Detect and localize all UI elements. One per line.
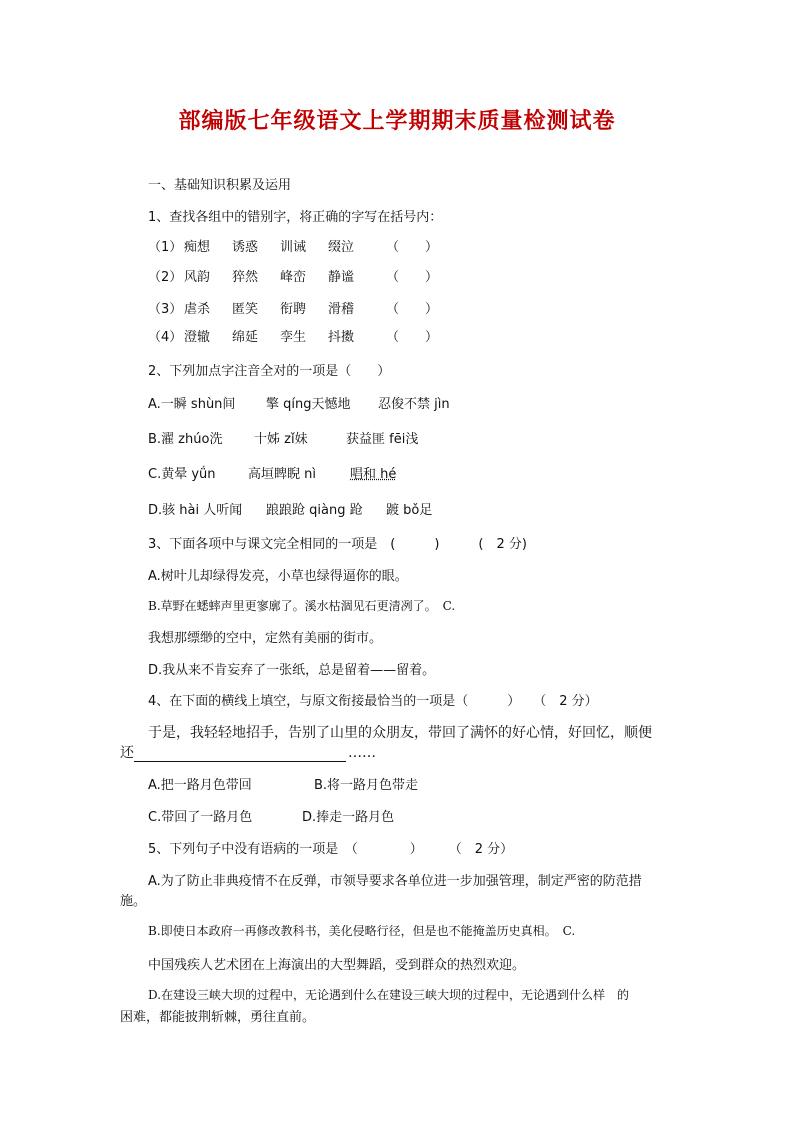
option-d-item: D.骇 hài 人听闻 [148,503,243,518]
answer-parentheses[interactable]: （ ） [386,330,439,345]
word: 诱惑 [232,240,259,255]
word: 绵延 [232,330,259,345]
option-a-item: 忍俊不禁 jìn [378,397,450,412]
word: 训诫 [280,240,307,255]
option-c-item: C.黄晕 yǘn [148,467,216,482]
question-3-option-d: D.我从来不肯妄弃了一张纸，总是留着——留着。 [148,663,436,678]
word: 虐杀 [184,302,211,317]
word: 痴想 [184,240,211,255]
answer-parentheses[interactable]: （ ） [386,240,439,255]
question-4-passage: 于是，我轻轻地招手，告别了山里的众朋友，带回了满怀的好心情，好回忆，顺便 [148,725,652,741]
word: 猝然 [232,270,259,285]
option-b-item: 十姊 zǐ妹 [254,432,308,447]
question-5-option-a: A.为了防止非典疫情不在反弹，市领导要求各单位进一步加强管理，制定严密的防范措 [148,874,642,889]
row-number: （2） [148,270,183,285]
passage-ellipsis: …… [348,745,376,761]
word: 孪生 [280,330,307,345]
question-5-option-d-cont: 困难，都能披荆斩棘，勇往直前。 [120,1010,316,1025]
question-4-option-b: B.将一路月色带走 [314,778,419,793]
section-heading: 一、基础知识积累及运用 [148,178,292,193]
passage-prefix: 还 [120,745,134,761]
question-2-stem: 2、下列加点字注音全对的一项是（ ） [148,364,391,379]
row-number: （4） [148,330,183,345]
answer-parentheses[interactable]: （ ） [386,270,439,285]
question-3-stem: 3、下面各项中与课文完全相同的一项是 ( ) ( 2 分) [148,537,527,552]
option-b-item: 获益匪 fēi浅 [346,432,419,447]
question-4-option-d: D.捧走一路月色 [302,810,395,825]
word: 风韵 [184,270,211,285]
row-number: （1） [148,240,183,255]
option-c-item: 高垣睥睨 nì [248,467,316,482]
option-d-item: 踉踉跄 qiàng 跄 [266,503,363,518]
question-5-option-d: D.在建设三峡大坝的过程中，无论遇到什么在建设三峡大坝的过程中，无论遇到什么样 的 [148,988,630,1002]
word: 衔聘 [280,302,307,317]
word: 滑稽 [328,302,355,317]
question-4-passage-line2 [120,742,376,762]
question-4-option-c: C.带回了一路月色 [148,810,253,825]
question-5-stem: 5、下列句子中没有语病的一项是 （ ） （ 2 分） [148,842,514,857]
fill-in-blank[interactable] [134,747,346,762]
option-d-item: 踱 bǒ足 [386,503,433,518]
question-5-option-a-cont: 施。 [120,894,147,909]
question-3-option-a: A.树叶儿却绿得发亮，小草也绿得逼你的眼。 [148,569,408,584]
question-1-stem: 1、查找各组中的错别字，将正确的字写在括号内： [148,210,443,225]
question-4-stem: 4、在下面的横线上填空，与原文衔接最恰当的一项是（ ） （ 2 分） [148,694,598,709]
option-b-item: B.濯 zhúo洗 [148,432,223,447]
word: 抖擞 [328,330,355,345]
row-number: （3） [148,302,183,317]
option-c-item: 唱和 hé [350,467,397,482]
question-5-option-c: 中国残疾人艺术团在上海演出的大型舞蹈，受到群众的热烈欢迎。 [148,958,526,973]
word: 静谧 [328,270,355,285]
question-3-option-c: 我想那缥缈的空中，定然有美丽的街市。 [148,631,383,646]
word: 匿笑 [232,302,259,317]
page-title: 部编版七年级语文上学期期末质量检测试卷 [178,108,616,134]
answer-parentheses[interactable]: （ ） [386,302,439,317]
question-5-option-b: B.即使日本政府一再修改教科书，美化侵略行径，但是也不能掩盖历史真相。 C. [148,924,576,938]
option-a-item: 擎 qíng天憾地 [266,397,351,412]
word: 峰峦 [280,270,307,285]
word: 澄辙 [184,330,211,345]
word: 缀泣 [328,240,355,255]
question-3-option-b: B.草野在蟋蟀声里更寥廓了。溪水枯涸见石更清冽了。 C. [148,599,456,613]
question-4-option-a: A.把一路月色带回 [148,778,252,793]
option-a-item: A.一瞬 shùn间 [148,397,236,412]
